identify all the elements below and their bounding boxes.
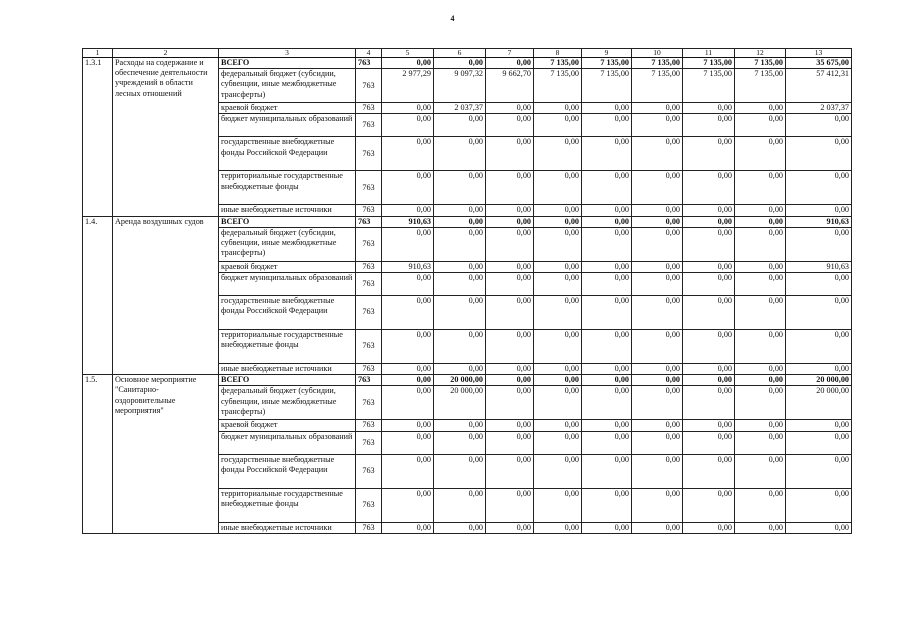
- amount-cell: 0,00: [486, 261, 534, 272]
- amount-cell: 0,00: [582, 103, 632, 114]
- amount-cell: 0,00: [486, 137, 534, 171]
- amount-cell: 0,00: [786, 420, 852, 431]
- amount-cell: 0,00: [582, 273, 632, 296]
- amount-cell: 0,00: [382, 364, 434, 375]
- amount-cell: 0,00: [434, 488, 486, 522]
- amount-cell: 0,00: [632, 330, 683, 364]
- funding-source: бюджет муниципальных образований: [219, 431, 356, 454]
- amount-cell: 0,00: [534, 454, 582, 488]
- amount-cell: 0,00: [582, 205, 632, 216]
- amount-cell: 0,00: [735, 488, 786, 522]
- amount-cell: 0,00: [582, 330, 632, 364]
- amount-cell: 0,00: [632, 114, 683, 137]
- amount-cell: 7 135,00: [582, 69, 632, 103]
- budget-code: 763: [356, 488, 382, 522]
- amount-cell: 0,00: [382, 420, 434, 431]
- column-header-3: 3: [219, 49, 356, 58]
- amount-cell: 0,00: [683, 296, 735, 330]
- amount-cell: 0,00: [786, 431, 852, 454]
- group-description: Расходы на содержание и обеспечение деятельности учреждений в области лесных отношений: [113, 58, 219, 217]
- budget-code: 763: [356, 454, 382, 488]
- funding-source: иные внебюджетные источники: [219, 364, 356, 375]
- amount-cell: 0,00: [582, 171, 632, 205]
- amount-cell: 0,00: [486, 171, 534, 205]
- amount-cell: 0,00: [632, 261, 683, 272]
- amount-cell: 0,00: [486, 431, 534, 454]
- amount-cell: 0,00: [735, 137, 786, 171]
- amount-cell: 7 135,00: [632, 58, 683, 69]
- amount-cell: 0,00: [534, 364, 582, 375]
- amount-cell: 9 097,32: [434, 69, 486, 103]
- amount-cell: 0,00: [486, 420, 534, 431]
- column-header-8: 8: [534, 49, 582, 58]
- amount-cell: 0,00: [486, 296, 534, 330]
- amount-cell: 0,00: [735, 103, 786, 114]
- amount-cell: 0,00: [582, 227, 632, 261]
- amount-cell: 0,00: [786, 171, 852, 205]
- funding-source: краевой бюджет: [219, 103, 356, 114]
- amount-cell: 0,00: [735, 114, 786, 137]
- column-header-12: 12: [735, 49, 786, 58]
- amount-cell: 0,00: [632, 137, 683, 171]
- group-index: 1.5.: [83, 375, 113, 534]
- budget-table: [82, 48, 852, 534]
- amount-cell: 0,00: [683, 216, 735, 227]
- amount-cell: 0,00: [382, 171, 434, 205]
- amount-cell: 910,63: [382, 216, 434, 227]
- budget-code: 763: [356, 296, 382, 330]
- amount-cell: 0,00: [786, 205, 852, 216]
- amount-cell: 0,00: [632, 103, 683, 114]
- amount-cell: 0,00: [735, 205, 786, 216]
- amount-cell: 0,00: [735, 261, 786, 272]
- amount-cell: 0,00: [735, 296, 786, 330]
- amount-cell: 0,00: [683, 330, 735, 364]
- amount-cell: 7 135,00: [683, 58, 735, 69]
- amount-cell: 0,00: [382, 296, 434, 330]
- amount-cell: 20 000,00: [434, 375, 486, 386]
- amount-cell: 0,00: [434, 171, 486, 205]
- amount-cell: 0,00: [735, 431, 786, 454]
- amount-cell: 7 135,00: [582, 58, 632, 69]
- group-index: 1.3.1: [83, 58, 113, 217]
- amount-cell: 2 037,37: [434, 103, 486, 114]
- funding-source: федеральный бюджет (субсидии, субвенции, иные межбюджетные трансферты): [219, 69, 356, 103]
- column-header-13: 13: [786, 49, 852, 58]
- amount-cell: 0,00: [534, 296, 582, 330]
- amount-cell: 0,00: [683, 386, 735, 420]
- amount-cell: 0,00: [434, 58, 486, 69]
- amount-cell: 0,00: [582, 114, 632, 137]
- amount-cell: 0,00: [382, 273, 434, 296]
- amount-cell: 0,00: [582, 296, 632, 330]
- amount-cell: 20 000,00: [786, 386, 852, 420]
- amount-cell: 0,00: [534, 488, 582, 522]
- amount-cell: 0,00: [534, 522, 582, 533]
- amount-cell: 0,00: [382, 522, 434, 533]
- column-header-1: 1: [83, 49, 113, 58]
- amount-cell: 0,00: [534, 114, 582, 137]
- amount-cell: 0,00: [735, 330, 786, 364]
- amount-cell: 0,00: [382, 330, 434, 364]
- amount-cell: 0,00: [534, 227, 582, 261]
- amount-cell: 0,00: [786, 330, 852, 364]
- amount-cell: 0,00: [582, 431, 632, 454]
- page-number: 4: [450, 14, 455, 23]
- amount-cell: 0,00: [382, 205, 434, 216]
- amount-cell: 0,00: [582, 386, 632, 420]
- amount-cell: 0,00: [786, 137, 852, 171]
- funding-source: бюджет муниципальных образований: [219, 114, 356, 137]
- amount-cell: 0,00: [786, 488, 852, 522]
- funding-source: государственные внебюджетные фонды Российской Федерации: [219, 454, 356, 488]
- amount-cell: 0,00: [534, 103, 582, 114]
- amount-cell: 0,00: [582, 522, 632, 533]
- amount-cell: 0,00: [582, 216, 632, 227]
- amount-cell: 0,00: [486, 227, 534, 261]
- amount-cell: 2 977,29: [382, 69, 434, 103]
- amount-cell: 0,00: [486, 454, 534, 488]
- amount-cell: 0,00: [486, 103, 534, 114]
- amount-cell: 0,00: [735, 364, 786, 375]
- amount-cell: 0,00: [735, 522, 786, 533]
- funding-source: ВСЕГО: [219, 375, 356, 386]
- budget-code: 763: [356, 137, 382, 171]
- amount-cell: 9 662,70: [486, 69, 534, 103]
- budget-code: 763: [356, 420, 382, 431]
- amount-cell: 0,00: [382, 488, 434, 522]
- amount-cell: 0,00: [434, 227, 486, 261]
- column-header-2: 2: [113, 49, 219, 58]
- amount-cell: 0,00: [683, 103, 735, 114]
- amount-cell: 0,00: [434, 522, 486, 533]
- budget-code: 763: [356, 431, 382, 454]
- amount-cell: 0,00: [434, 137, 486, 171]
- budget-code: 763: [356, 364, 382, 375]
- amount-cell: 0,00: [735, 420, 786, 431]
- amount-cell: 0,00: [683, 137, 735, 171]
- amount-cell: 35 675,00: [786, 58, 852, 69]
- funding-source: ВСЕГО: [219, 58, 356, 69]
- amount-cell: 0,00: [486, 58, 534, 69]
- amount-cell: 0,00: [382, 114, 434, 137]
- budget-code: 763: [356, 386, 382, 420]
- amount-cell: 0,00: [582, 261, 632, 272]
- column-header-5: 5: [382, 49, 434, 58]
- amount-cell: 0,00: [683, 261, 735, 272]
- budget-code: 763: [356, 58, 382, 69]
- amount-cell: 0,00: [683, 488, 735, 522]
- amount-cell: 0,00: [534, 205, 582, 216]
- funding-source: бюджет муниципальных образований: [219, 273, 356, 296]
- amount-cell: 0,00: [534, 273, 582, 296]
- amount-cell: 0,00: [683, 114, 735, 137]
- amount-cell: 7 135,00: [534, 58, 582, 69]
- budget-code: 763: [356, 103, 382, 114]
- amount-cell: 0,00: [786, 114, 852, 137]
- amount-cell: 0,00: [534, 420, 582, 431]
- amount-cell: 0,00: [486, 330, 534, 364]
- amount-cell: 0,00: [486, 386, 534, 420]
- amount-cell: 7 135,00: [632, 69, 683, 103]
- amount-cell: 0,00: [632, 375, 683, 386]
- amount-cell: 0,00: [735, 454, 786, 488]
- amount-cell: 0,00: [632, 273, 683, 296]
- amount-cell: 0,00: [534, 375, 582, 386]
- amount-cell: 0,00: [735, 386, 786, 420]
- amount-cell: 0,00: [534, 216, 582, 227]
- amount-cell: 0,00: [582, 488, 632, 522]
- amount-cell: 0,00: [786, 364, 852, 375]
- group-description: Основное мероприятие "Санитарно-оздоровительные мероприятия": [113, 375, 219, 534]
- budget-code: 763: [356, 227, 382, 261]
- amount-cell: 0,00: [683, 375, 735, 386]
- amount-cell: 0,00: [735, 227, 786, 261]
- amount-cell: 0,00: [486, 375, 534, 386]
- funding-source: государственные внебюджетные фонды Российской Федерации: [219, 296, 356, 330]
- funding-source: ВСЕГО: [219, 216, 356, 227]
- funding-source: иные внебюджетные источники: [219, 522, 356, 533]
- amount-cell: 0,00: [632, 386, 683, 420]
- amount-cell: 0,00: [735, 375, 786, 386]
- amount-cell: 0,00: [632, 420, 683, 431]
- amount-cell: 0,00: [582, 137, 632, 171]
- amount-cell: 0,00: [683, 431, 735, 454]
- amount-cell: 0,00: [786, 522, 852, 533]
- budget-code: 763: [356, 216, 382, 227]
- amount-cell: 7 135,00: [735, 69, 786, 103]
- amount-cell: 0,00: [434, 364, 486, 375]
- amount-cell: 0,00: [683, 522, 735, 533]
- funding-source: краевой бюджет: [219, 261, 356, 272]
- amount-cell: 910,63: [382, 261, 434, 272]
- column-header-9: 9: [582, 49, 632, 58]
- amount-cell: 0,00: [786, 296, 852, 330]
- amount-cell: 0,00: [632, 296, 683, 330]
- amount-cell: 0,00: [534, 330, 582, 364]
- amount-cell: 0,00: [534, 431, 582, 454]
- group-index: 1.4.: [83, 216, 113, 375]
- amount-cell: 0,00: [382, 58, 434, 69]
- amount-cell: 0,00: [735, 216, 786, 227]
- amount-cell: 0,00: [632, 205, 683, 216]
- amount-cell: 0,00: [632, 364, 683, 375]
- funding-source: федеральный бюджет (субсидии, субвенции, иные межбюджетные трансферты): [219, 227, 356, 261]
- amount-cell: 0,00: [683, 364, 735, 375]
- amount-cell: 0,00: [683, 227, 735, 261]
- amount-cell: 0,00: [382, 227, 434, 261]
- amount-cell: 0,00: [534, 171, 582, 205]
- budget-code: 763: [356, 522, 382, 533]
- amount-cell: 0,00: [434, 216, 486, 227]
- amount-cell: 57 412,31: [786, 69, 852, 103]
- budget-code: 763: [356, 330, 382, 364]
- amount-cell: 0,00: [434, 454, 486, 488]
- column-header-10: 10: [632, 49, 683, 58]
- amount-cell: 0,00: [683, 273, 735, 296]
- amount-cell: 0,00: [534, 137, 582, 171]
- amount-cell: 0,00: [434, 420, 486, 431]
- funding-source: иные внебюджетные источники: [219, 205, 356, 216]
- amount-cell: 0,00: [683, 420, 735, 431]
- amount-cell: 910,63: [786, 261, 852, 272]
- budget-code: 763: [356, 261, 382, 272]
- amount-cell: 0,00: [582, 364, 632, 375]
- amount-cell: 0,00: [632, 488, 683, 522]
- funding-source: территориальные государственные внебюджетные фонды: [219, 330, 356, 364]
- amount-cell: 0,00: [382, 103, 434, 114]
- amount-cell: 0,00: [786, 227, 852, 261]
- budget-code: 763: [356, 171, 382, 205]
- budget-code: 763: [356, 69, 382, 103]
- amount-cell: 0,00: [434, 261, 486, 272]
- amount-cell: 20 000,00: [786, 375, 852, 386]
- amount-cell: 2 037,37: [786, 103, 852, 114]
- amount-cell: 0,00: [534, 261, 582, 272]
- amount-cell: 0,00: [382, 386, 434, 420]
- amount-cell: 0,00: [735, 273, 786, 296]
- amount-cell: 0,00: [434, 114, 486, 137]
- amount-cell: 0,00: [434, 330, 486, 364]
- amount-cell: 0,00: [786, 273, 852, 296]
- amount-cell: 0,00: [786, 454, 852, 488]
- amount-cell: 0,00: [486, 522, 534, 533]
- amount-cell: 0,00: [632, 216, 683, 227]
- amount-cell: 7 135,00: [683, 69, 735, 103]
- amount-cell: 0,00: [486, 114, 534, 137]
- column-header-4: 4: [356, 49, 382, 58]
- column-header-11: 11: [683, 49, 735, 58]
- amount-cell: 0,00: [632, 431, 683, 454]
- group-description: Аренда воздушных судов: [113, 216, 219, 375]
- amount-cell: 7 135,00: [534, 69, 582, 103]
- table-row-total: [83, 375, 852, 386]
- budget-code: 763: [356, 205, 382, 216]
- amount-cell: 0,00: [486, 205, 534, 216]
- amount-cell: 0,00: [683, 171, 735, 205]
- budget-code: 763: [356, 375, 382, 386]
- amount-cell: 0,00: [632, 171, 683, 205]
- amount-cell: 0,00: [486, 273, 534, 296]
- amount-cell: 0,00: [434, 273, 486, 296]
- amount-cell: 0,00: [434, 296, 486, 330]
- budget-code: 763: [356, 273, 382, 296]
- amount-cell: 0,00: [486, 488, 534, 522]
- funding-source: федеральный бюджет (субсидии, субвенции, иные межбюджетные трансферты): [219, 386, 356, 420]
- table-row-total: [83, 58, 852, 69]
- amount-cell: 0,00: [582, 420, 632, 431]
- amount-cell: 0,00: [582, 375, 632, 386]
- amount-cell: 0,00: [486, 216, 534, 227]
- amount-cell: 910,63: [786, 216, 852, 227]
- funding-source: краевой бюджет: [219, 420, 356, 431]
- amount-cell: 0,00: [382, 375, 434, 386]
- table-row-total: [83, 216, 852, 227]
- column-header-6: 6: [434, 49, 486, 58]
- amount-cell: 0,00: [382, 137, 434, 171]
- amount-cell: 0,00: [534, 386, 582, 420]
- column-header-7: 7: [486, 49, 534, 58]
- funding-source: территориальные государственные внебюджетные фонды: [219, 488, 356, 522]
- header-row: [83, 49, 852, 58]
- funding-source: государственные внебюджетные фонды Российской Федерации: [219, 137, 356, 171]
- table-body: [83, 49, 852, 534]
- amount-cell: 0,00: [434, 205, 486, 216]
- amount-cell: 7 135,00: [735, 58, 786, 69]
- amount-cell: 0,00: [683, 205, 735, 216]
- amount-cell: 0,00: [632, 227, 683, 261]
- amount-cell: 0,00: [632, 522, 683, 533]
- amount-cell: 0,00: [382, 431, 434, 454]
- budget-code: 763: [356, 114, 382, 137]
- amount-cell: 0,00: [382, 454, 434, 488]
- amount-cell: 0,00: [632, 454, 683, 488]
- amount-cell: 0,00: [683, 454, 735, 488]
- amount-cell: 20 000,00: [434, 386, 486, 420]
- amount-cell: 0,00: [735, 171, 786, 205]
- amount-cell: 0,00: [582, 454, 632, 488]
- funding-source: территориальные государственные внебюджетные фонды: [219, 171, 356, 205]
- amount-cell: 0,00: [434, 431, 486, 454]
- amount-cell: 0,00: [486, 364, 534, 375]
